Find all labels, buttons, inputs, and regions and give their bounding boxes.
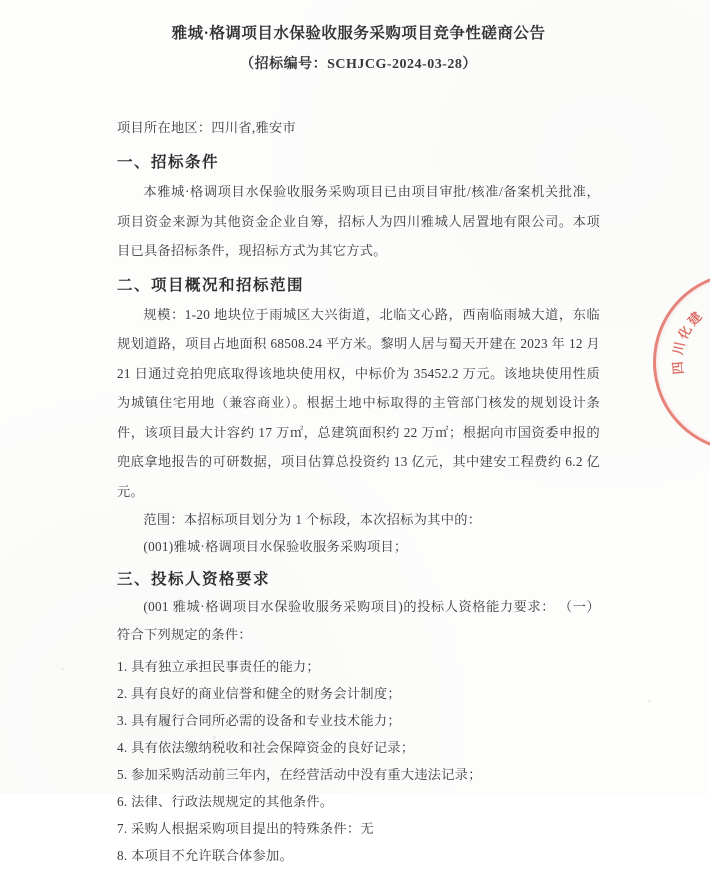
section-heading-bidder-qualifications: 三、投标人资格要求 (117, 571, 271, 588)
scan-noise-speck (648, 700, 651, 702)
qualification-item: 2. 具有良好的商业信誉和健全的财务会计制度； (117, 686, 401, 701)
stamp-arc-character: 化 (675, 323, 695, 342)
stamp-arc-character: 川 (670, 340, 688, 357)
qualification-item: 1. 具有独立承担民事责任的能力； (117, 659, 320, 674)
paragraph-project-scale: 规模：1-20 地块位于雨城区大兴街道，北临文心路，西南临雨城大道，东临规划道路，项目占地面积 68508.24 平方米。黎明人居与蜀天开建在 2023 年 12 月 21 日通过竞拍兜底取得该地块使用权，中标价为 35452.2 万元。该地块使用性质为城镇住宅用地（兼容商业）。根据土地中标取得的主管部门核发的规划设计条件，该项目最大计容约 17 万㎡，总建筑面积约 22 万㎡；根据向市国资委申报的兜底拿地报告的可研数据，项目估算总投资约 13 亿元，其中建安工程费约 6.2 亿元。 (117, 306, 600, 499)
qualification-item: 8. 本项目不允许联合体参加。 (117, 848, 293, 863)
project-location-line: 项目所在地区：四川省,雅安市 (117, 120, 296, 135)
section-heading-tender-conditions: 一、招标条件 (117, 154, 220, 171)
red-seal-stamp (653, 272, 710, 452)
stamp-arc-character: 建 (684, 308, 705, 329)
qualification-item: 3. 具有履行合同所必需的设备和专业技术能力； (117, 713, 401, 728)
scan-noise-speck (213, 736, 216, 739)
qualification-item: 7. 采购人根据采购项目提出的特殊条件：无 (117, 821, 374, 836)
scan-noise-speck (62, 668, 64, 670)
page-title: 雅城·格调项目水保验收服务采购项目竞争性磋商公告 (171, 25, 546, 42)
document-body (117, 0, 600, 869)
paragraph-qualification-intro: (001 雅城·格调项目水保验收服务采购项目)的投标人资格能力要求： （一）符合下列规定的条件： (117, 599, 600, 642)
stamp-ring (653, 272, 710, 452)
paragraph-lot-001: (001)雅城·格调项目水保验收服务采购项目； (143, 539, 408, 554)
qualification-item: 6. 法律、行政法规规定的其他条件。 (117, 794, 334, 809)
tender-number-line: （招标编号：SCHJCG-2024-03-28） (240, 57, 477, 72)
qualification-item: 4. 具有依法缴纳税收和社会保障资金的良好记录； (117, 740, 415, 755)
scan-noise-speck (540, 222, 543, 224)
stamp-arc-character: 四 (669, 360, 687, 376)
paragraph-tender-conditions: 本雅城·格调项目水保验收服务采购项目已由项目审批/核准/备案机关批准，项目资金来源为其他资金企业自筹，招标人为四川雅城人居置地有限公司。本项目已具备招标条件，现招标方式为其它方式。 (117, 184, 600, 258)
paragraph-tender-scope: 范围：本招标项目划分为 1 个标段，本次招标为其中的： (143, 512, 482, 527)
section-heading-project-overview: 二、项目概况和招标范围 (117, 276, 305, 294)
qualification-item: 5. 参加采购活动前三年内，在经营活动中没有重大违法记录； (117, 767, 482, 782)
qualification-item-list (117, 653, 600, 869)
